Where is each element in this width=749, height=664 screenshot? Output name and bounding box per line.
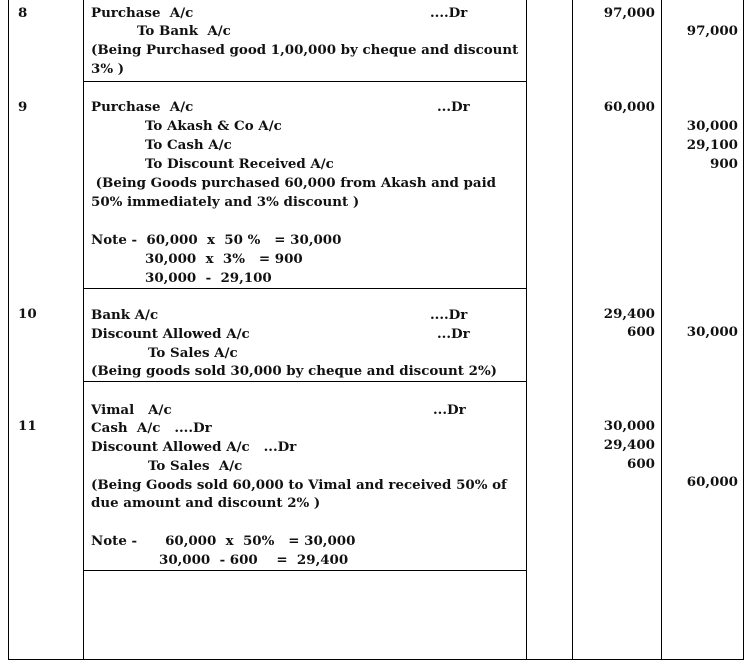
entry-number: 9 <box>18 99 28 115</box>
column-rule <box>8 0 9 660</box>
narration: (Being Goods purchased 60,000 from Akash and paid <box>91 175 497 191</box>
row-rule <box>83 570 526 571</box>
credit-amount: 29,100 <box>686 137 738 153</box>
row-rule <box>83 381 526 382</box>
row-rule <box>83 288 526 289</box>
debit-amount: 30,000 <box>603 418 655 434</box>
credit-account: To Discount Received A/c <box>145 156 334 172</box>
debit-account: Discount Allowed A/c ...Dr <box>91 439 297 455</box>
debit-account: Discount Allowed A/c <box>91 326 250 342</box>
credit-account: To Sales A/c <box>148 345 238 361</box>
debit-account: Bank A/c <box>91 307 159 323</box>
dr-marker: ...Dr <box>437 326 470 342</box>
column-rule <box>83 0 84 660</box>
column-rule <box>526 0 527 660</box>
note-line: Note - 60,000 x 50% = 30,000 <box>91 533 356 549</box>
credit-amount: 97,000 <box>686 23 738 39</box>
entry-number: 11 <box>18 418 37 434</box>
row-rule <box>83 81 526 82</box>
debit-account: Vimal A/c <box>91 402 172 418</box>
credit-account: To Cash A/c <box>145 137 232 153</box>
column-rule <box>572 0 573 660</box>
credit-account: To Bank A/c <box>137 23 231 39</box>
narration: (Being goods sold 30,000 by cheque and discount 2%) <box>91 363 498 379</box>
dr-marker: ....Dr <box>430 5 468 21</box>
debit-amount: 600 <box>627 456 655 472</box>
debit-account: Purchase A/c <box>91 99 194 115</box>
note-line: 30,000 - 29,100 <box>145 270 272 286</box>
narration: (Being Goods sold 60,000 to Vimal and received 50% of <box>91 477 507 493</box>
narration: 3% ) <box>91 61 125 77</box>
credit-amount: 900 <box>710 156 738 172</box>
dr-marker: ...Dr <box>433 402 466 418</box>
credit-account: To Akash & Co A/c <box>145 118 282 134</box>
column-rule <box>743 0 744 660</box>
credit-amount: 30,000 <box>686 324 738 340</box>
debit-amount: 600 <box>627 324 655 340</box>
debit-account: Purchase A/c <box>91 5 194 21</box>
narration: 50% immediately and 3% discount ) <box>91 194 360 210</box>
credit-amount: 60,000 <box>686 474 738 490</box>
note-line: Note - 60,000 x 50 % = 30,000 <box>91 232 342 248</box>
entry-number: 10 <box>18 306 37 322</box>
note-line: 30,000 - 600 = 29,400 <box>159 552 349 568</box>
dr-marker: ...Dr <box>437 99 470 115</box>
bottom-rule <box>8 659 744 660</box>
column-rule <box>661 0 662 660</box>
note-line: 30,000 x 3% = 900 <box>145 251 303 267</box>
debit-amount: 60,000 <box>603 99 655 115</box>
credit-amount: 30,000 <box>686 118 738 134</box>
debit-amount: 29,400 <box>603 306 655 322</box>
debit-amount: 29,400 <box>603 437 655 453</box>
narration: (Being Purchased good 1,00,000 by cheque and discount <box>91 42 519 58</box>
dr-marker: ....Dr <box>430 307 468 323</box>
entry-number: 8 <box>18 5 28 21</box>
narration: due amount and discount 2% ) <box>91 495 321 511</box>
credit-account: To Sales A/c <box>148 458 243 474</box>
debit-account: Cash A/c ....Dr <box>91 420 212 436</box>
debit-amount: 97,000 <box>603 5 655 21</box>
